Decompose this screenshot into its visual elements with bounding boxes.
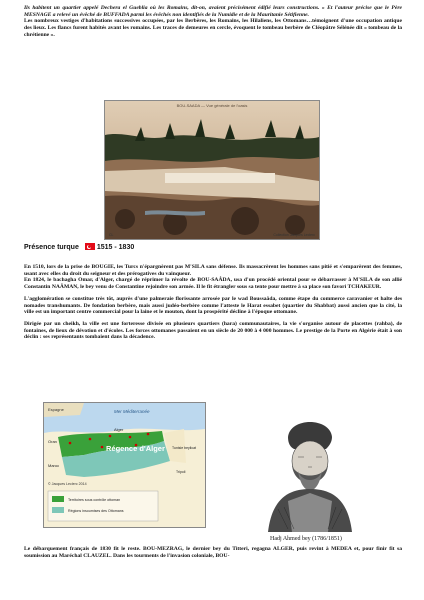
main-text (24, 264, 402, 341)
oasis-photograph (104, 100, 320, 240)
regency-map-image (44, 403, 205, 527)
photo-code: CL (109, 233, 114, 237)
portrait-engraving-image (258, 409, 362, 532)
body-paragraph-3: L'agglomération se constitue très tôt, auprès d'une palmeraie florissante arrosée par le wad Boussaâda, comme étape du commerce caravanier et halte des nomades transhumants. De fondation berbère, mais aussi judéo-berbère comme l'atteste le Harat essabet (quartier du Shabbat) aussi ancien que la cité, la ville est un important centre commercial pour la laine et le mouton, dont la prospérité décline à l'époque ottomane. (24, 295, 402, 316)
section-title: Présence turque (24, 244, 79, 251)
map-legend-insubordinate: Régions insoumises des Ottomans (68, 509, 124, 513)
map-title: Régence d'Alger (106, 444, 165, 453)
section-dates: 1515 - 1830 (96, 244, 135, 251)
intro-paragraph-2: Les nombreux vestiges d'habitations successives occupées, par les Berbères, les Romains, les Hilaliens, les Ottomans…témoignent d'une occupation antique des lieux. Les flancs furent habités avant les romains. Les traces de demeures en cercle, évoquent le tombeau berbère de Cléopâtre Sélénée dit « tombeau de la chrétienne ». (24, 18, 402, 38)
body-paragraph-4: Dirigée par un cheikh, la ville est une forteresse divisée en plusieurs quartiers (hara) communautaires, la vie s'organise autour de placettes (rahba), de fontaines, de lieux de dévotion et d'écoles. Les forces ottomanes passaient en un siècle de 20 000 à 4 000 hommes. Le prestige de la Porte en Algérie était à son déclin : ses représentants tombaient dans la décadence. (24, 320, 402, 341)
footer-text (24, 546, 402, 559)
hadj-ahmed-bey-portrait (258, 409, 362, 532)
portrait-caption: Hadj Ahmed bey (1786/1851) (270, 536, 342, 542)
map-label-tripoli: Tripoli (176, 470, 186, 474)
map-label-tunisie: Tunisie beylicat (172, 446, 196, 450)
intro-paragraph-1: Ils habitent un quartier appelé Dechera el Gueblia où les Romains, dit-on, avaient précisément édifié leurs constructions. » Et l'auteur précise que le Père MESNAGE a relevé un évêché de BUFFADA parmi les évêchés non identifiés de la Numidie et de la Mauritanie Sétifienne. (24, 5, 402, 18)
map-legend-controlled: Territoires sous contrôle ottoman (68, 498, 121, 502)
map-label-maroc: Maroc (48, 463, 60, 468)
map-copyright: © Jacques Leclerc 2014 (48, 482, 87, 486)
body-paragraph-2: En 1824, le bachagha Omar, d'Alger, chargé de réprimer la révolte de BOU-SAÂDA, usa d'un procédé oriental pour se débarrasser à M'SILA de son allié Constantin NAÂMAN, le bey venu de Constantine rejoindre son armée. Il le fit étrangler sous sa tente pour mettre à sa place son favori TCHAKEUR. (24, 277, 402, 291)
section-heading (24, 243, 134, 251)
map-country-label: Espagne (48, 407, 64, 412)
map-label-oran: Oran (48, 439, 57, 444)
photo-caption: BOU-SAADA — Vue générale de l'oasis (176, 103, 248, 108)
photo-copyright: Collection Jacques Leclerc (273, 233, 315, 237)
footer-paragraph: Le débarquement français de 1830 fit le reste. BOU-MEZRAG, le dernier bey du Titteri, regagna ALGER, puis revint à MEDEA et, pour finir fit sa soumission au Maréchal CLAUZEL. Dans les tourments de l'invasion coloniale, BOU- (24, 546, 402, 559)
intro-text (24, 5, 402, 39)
map-sea-label: Mer Méditerranée (114, 409, 150, 414)
body-paragraph-1: En 1510, lors de la prise de BOUGIE, les Turcs n'épargnèrent pas M'SILA sans défense. Ils massacrèrent les hommes sans pitié et s'emparèrent des femmes, usant avec elles du droit du seigneur et des prérogatives du vainqueur. (24, 264, 402, 277)
map-label-alger: Alger (114, 427, 124, 432)
turkish-flag-icon (85, 243, 95, 250)
regency-map (43, 402, 206, 528)
oasis-photo-image (105, 101, 319, 239)
